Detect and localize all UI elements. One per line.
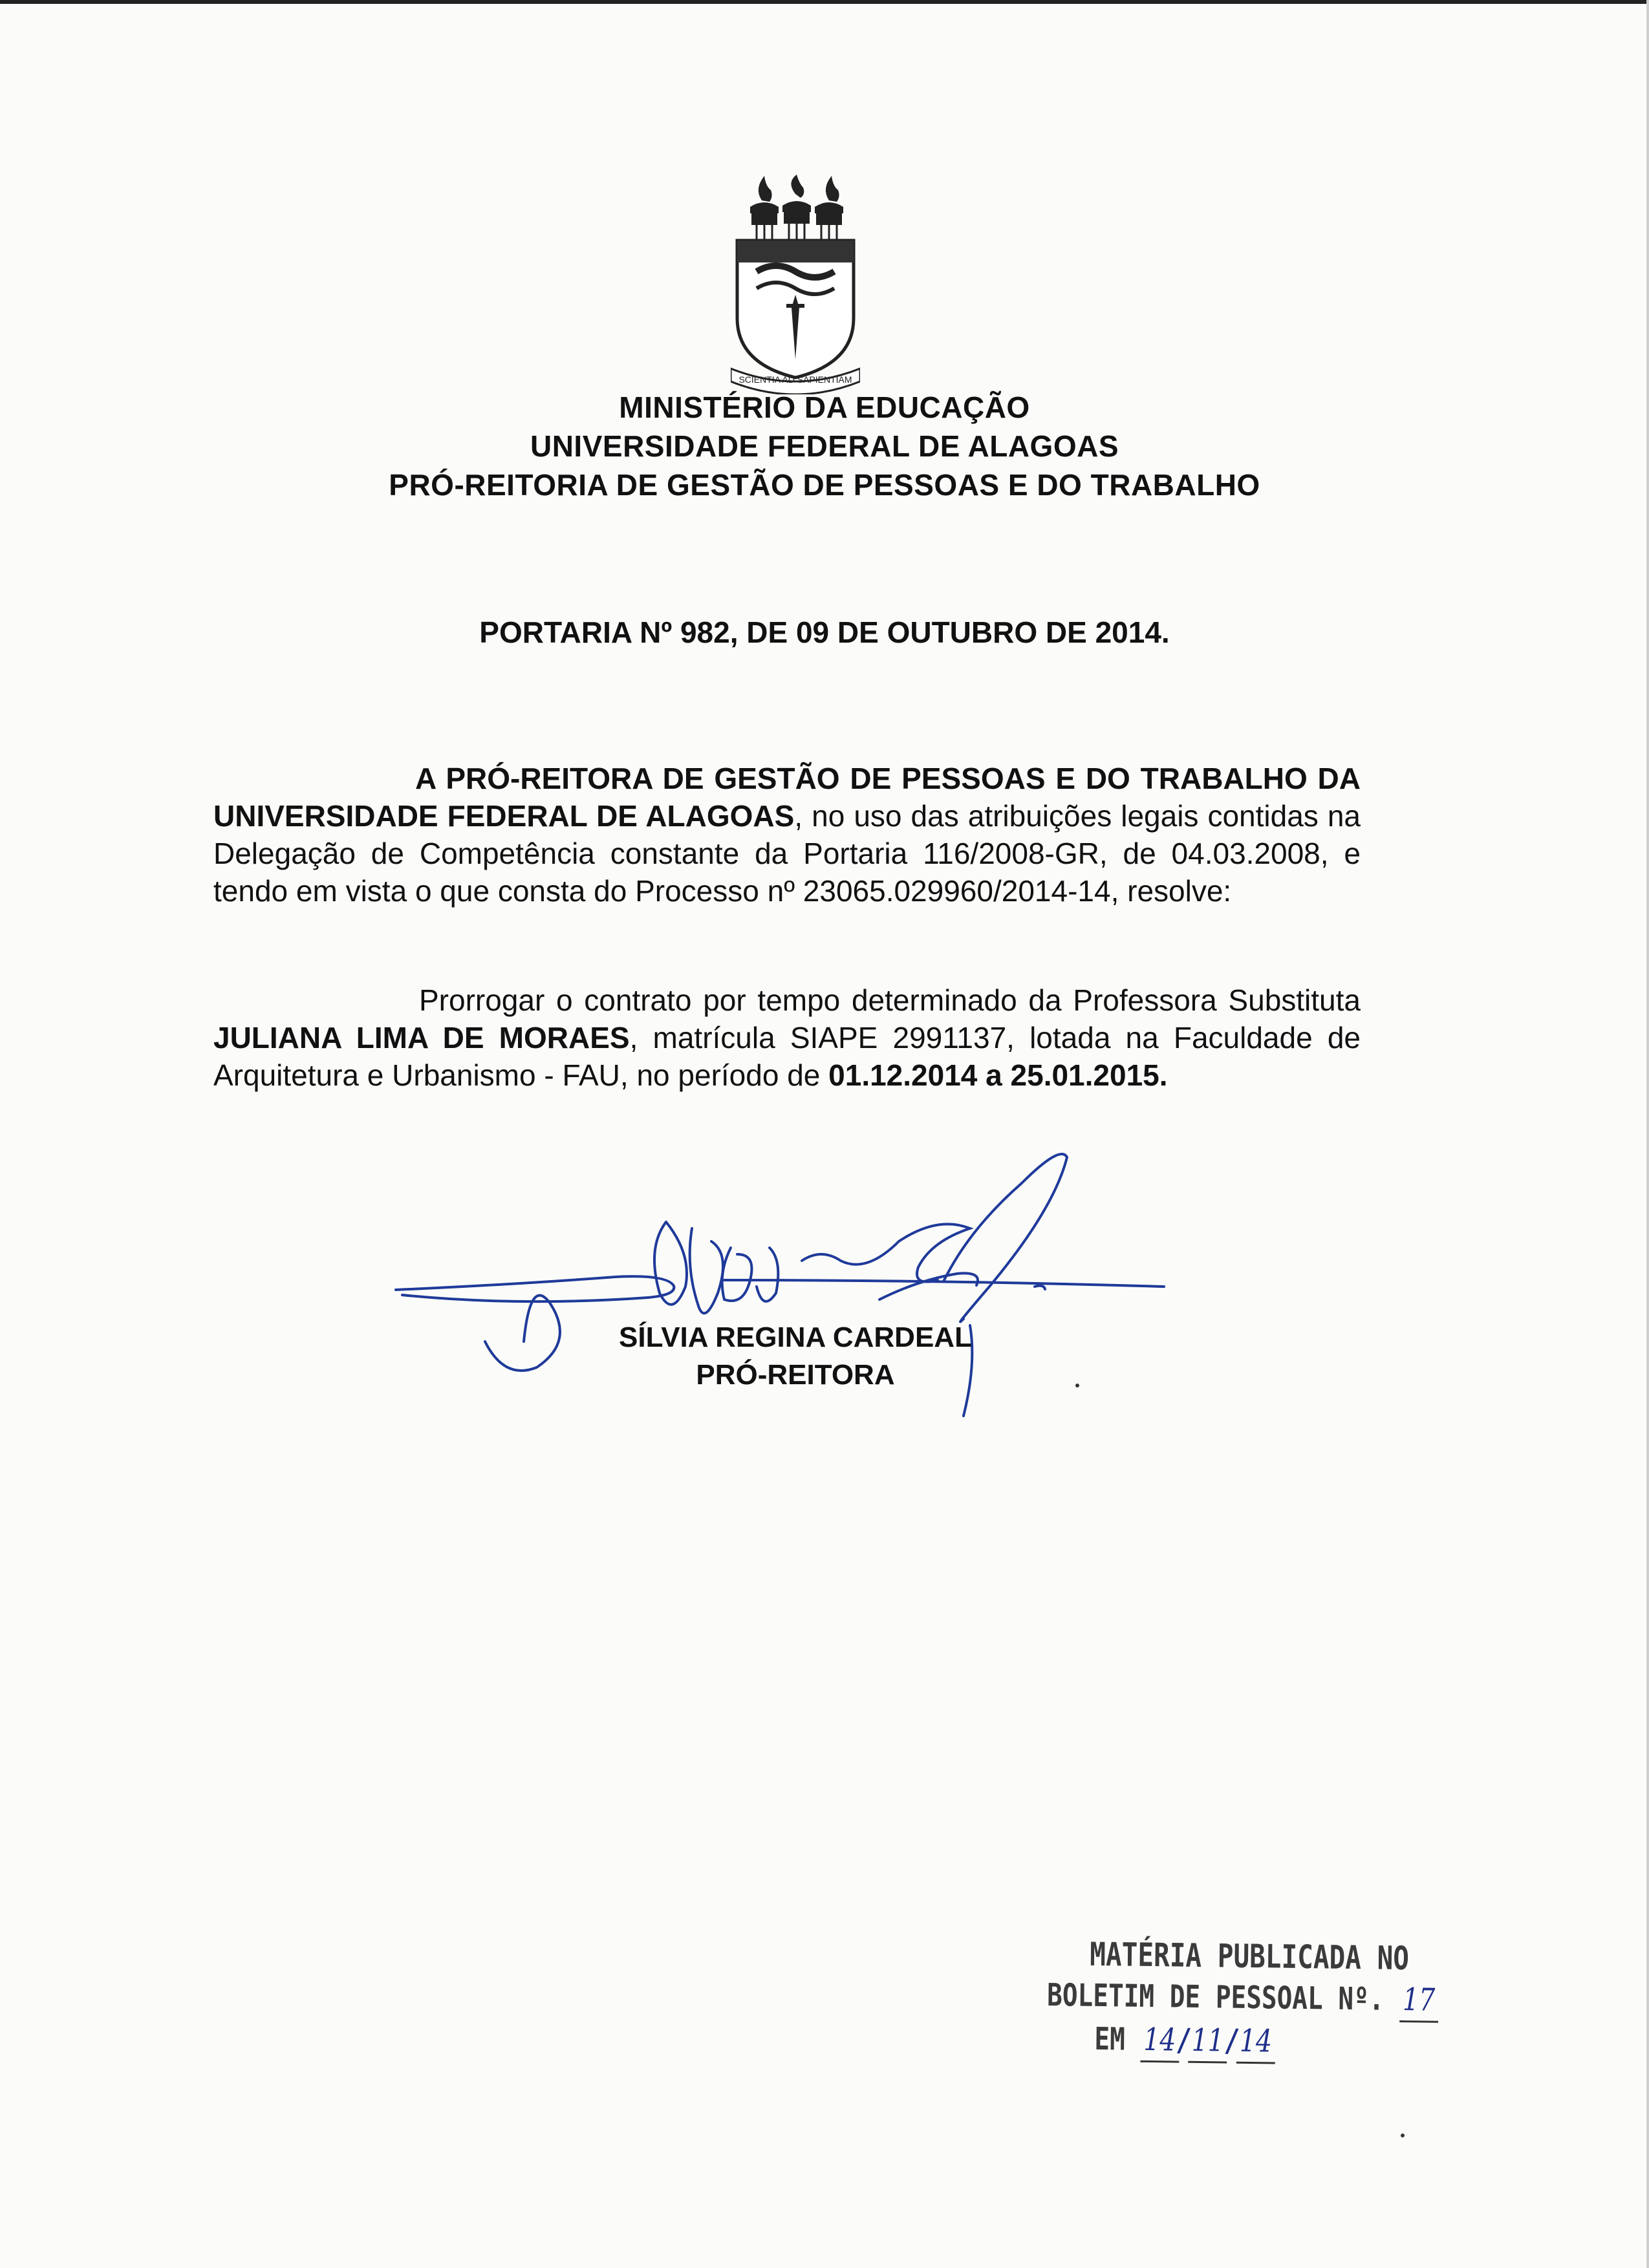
stamp-date-label: EM [1094,2020,1126,2058]
portaria-title: PORTARIA Nº 982, DE 09 DE OUTUBRO DE 2014. [479,615,1170,649]
scan-speck [1075,1384,1079,1387]
stamp-bulletin-label: BOLETIM DE PESSOAL Nº. [1046,1976,1385,2018]
resolution-person-name: JULIANA LIMA DE MORAES [213,1021,630,1054]
stamp-line-date [1094,2018,1322,2064]
paragraph-preamble [213,760,1361,910]
stamp-line-bulletin [1046,1974,1436,2021]
header-department: PRÓ-REITORIA DE GESTÃO DE PESSOAS E DO TRABALHO [389,468,1260,502]
signatory-role: PRÓ-REITORA [696,1359,895,1391]
preamble-authority: A PRÓ-REITORA DE GESTÃO DE PESSOAS E DO TRABALHO DA UNIVERSIDADE FEDERAL DE ALAGOAS [213,762,1361,833]
stamp-date-separator: / [1179,2022,1189,2059]
header-ministry: MINISTÉRIO DA EDUCAÇÃO [619,390,1030,424]
stamp-date-year: 14 [1236,2020,1275,2064]
svg-text:SCIENTIA AD SAPIENTIAM: SCIENTIA AD SAPIENTIAM [738,374,852,385]
scan-edge-top [0,0,1649,4]
scan-edge-right [1646,0,1649,2268]
stamp-date-day: 14 [1140,2019,1179,2063]
signatory-name: SÍLVIA REGINA CARDEAL [619,1321,972,1353]
scan-speck [1401,2134,1405,2137]
stamp-date-month: 11 [1188,2020,1227,2064]
resolution-period: 01.12.2014 a 25.01.2015. [828,1058,1168,1092]
stamp-line-published: MATÉRIA PUBLICADA NO [1090,1935,1410,1978]
ufal-crest-icon [731,175,860,394]
stamp-date-separator: / [1227,2022,1237,2059]
document-header [0,388,1649,504]
resolution-text-2: , matrícula SIAPE 2991137, lotada na Faculdade de Arquitetura e Urbanismo - FAU, no período de [213,1021,1361,1092]
header-university: UNIVERSIDADE FEDERAL DE ALAGOAS [530,429,1119,463]
stamp-bulletin-number: 17 [1399,1979,1438,2023]
resolution-text-1: Prorrogar o contrato por tempo determinado da Professora Substituta [419,983,1361,1017]
publication-stamp [1046,1933,1436,2064]
preamble-text: , no uso das atribuições legais contidas na Delegação de Competência constante da Portaria 116/2008-GR, de 04.03.2008, e tendo em vista o que consta do Processo nº 23065.029960/2014-14, resolve: [213,799,1361,908]
paragraph-resolution [213,981,1361,1094]
